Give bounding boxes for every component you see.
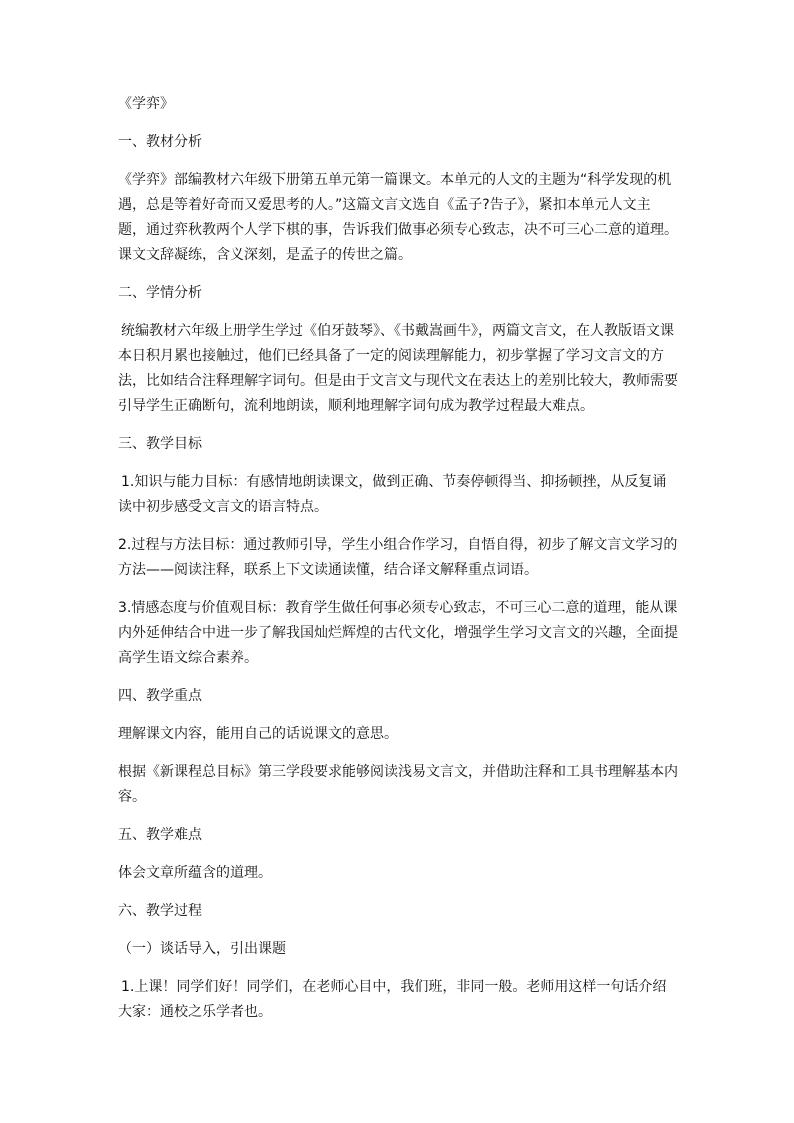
section-heading-textbook-analysis: 一、教材分析	[118, 134, 202, 150]
paragraph-key-point-2: 根据《新课程总目标》第三学段要求能够阅读浅易文言文，并借助注释和工具书理解基本内容。	[118, 764, 678, 805]
section-heading-student-analysis: 二、学情分析	[118, 285, 202, 301]
paragraph-goal-process: 2.过程与方法目标：通过教师引导，学生小组合作学习，自悟自得，初步了解文言文学习的方法——阅读注释，联系上下文读通读懂，结合译文解释重点词语。	[118, 537, 678, 578]
paragraph-key-point-1: 理解课文内容，能用自己的话说课文的意思。	[118, 726, 398, 742]
paragraph-process-step-1-title: （一）谈话导入，引出课题	[118, 941, 286, 957]
document-title: 《学弈》	[118, 96, 174, 112]
paragraph-textbook-analysis: 《学弈》部编教材六年级下册第五单元第一篇课文。本单元的人文的主题为“科学发现的机遇，总是等着好奇而又爱思考的人。”这篇文言文选自《孟子?告子》，紧扣本单元人文主题，通过弈秋教两个人学下棋的事，告诉我们做事必须专心致志，决不可三心二意的道理。课文文辞凝练，含义深刻，是孟子的传世之篇。	[118, 172, 678, 263]
paragraph-student-analysis: 统编教材六年级上册学生学过《伯牙鼓琴》、《书戴嵩画牛》，两篇文言文，在人教版语文课本日积月累也接触过，他们已经具备了一定的阅读理解能力，初步掌握了学习文言文的方法，比如结合注释理解字词句。但是由于文言文与现代文在表达上的差别比较大，教师需要引导学生正确断句，流利地朗读，顺利地理解字词句成为教学过程最大难点。	[118, 323, 678, 414]
section-heading-key-points: 四、教学重点	[118, 688, 202, 704]
paragraph-process-step-1-content: 1.上课！同学们好！同学们，在老师心目中，我们班，非同一般。老师用这样一句话介绍大家：通校之乐学者也。	[118, 979, 667, 1020]
section-heading-teaching-goals: 三、教学目标	[118, 436, 202, 452]
document-body	[118, 92, 678, 1038]
paragraph-difficulty: 体会文章所蕴含的道理。	[118, 865, 272, 881]
paragraph-goal-emotion: 3.情感态度与价值观目标：教育学生做任何事必须专心致志，不可三心二意的道理，能从课内外延伸结合中进一步了解我国灿烂辉煌的古代文化，增强学生学习文言文的兴趣，全面提高学生语文综合素养。	[118, 600, 678, 666]
section-heading-teaching-process: 六、教学过程	[118, 903, 202, 919]
section-heading-difficulties: 五、教学难点	[118, 827, 202, 843]
paragraph-goal-knowledge: 1.知识与能力目标：有感情地朗读课文，做到正确、节奏停顿得当、抑扬顿挫，从反复诵读中初步感受文言文的语言特点。	[118, 474, 667, 515]
